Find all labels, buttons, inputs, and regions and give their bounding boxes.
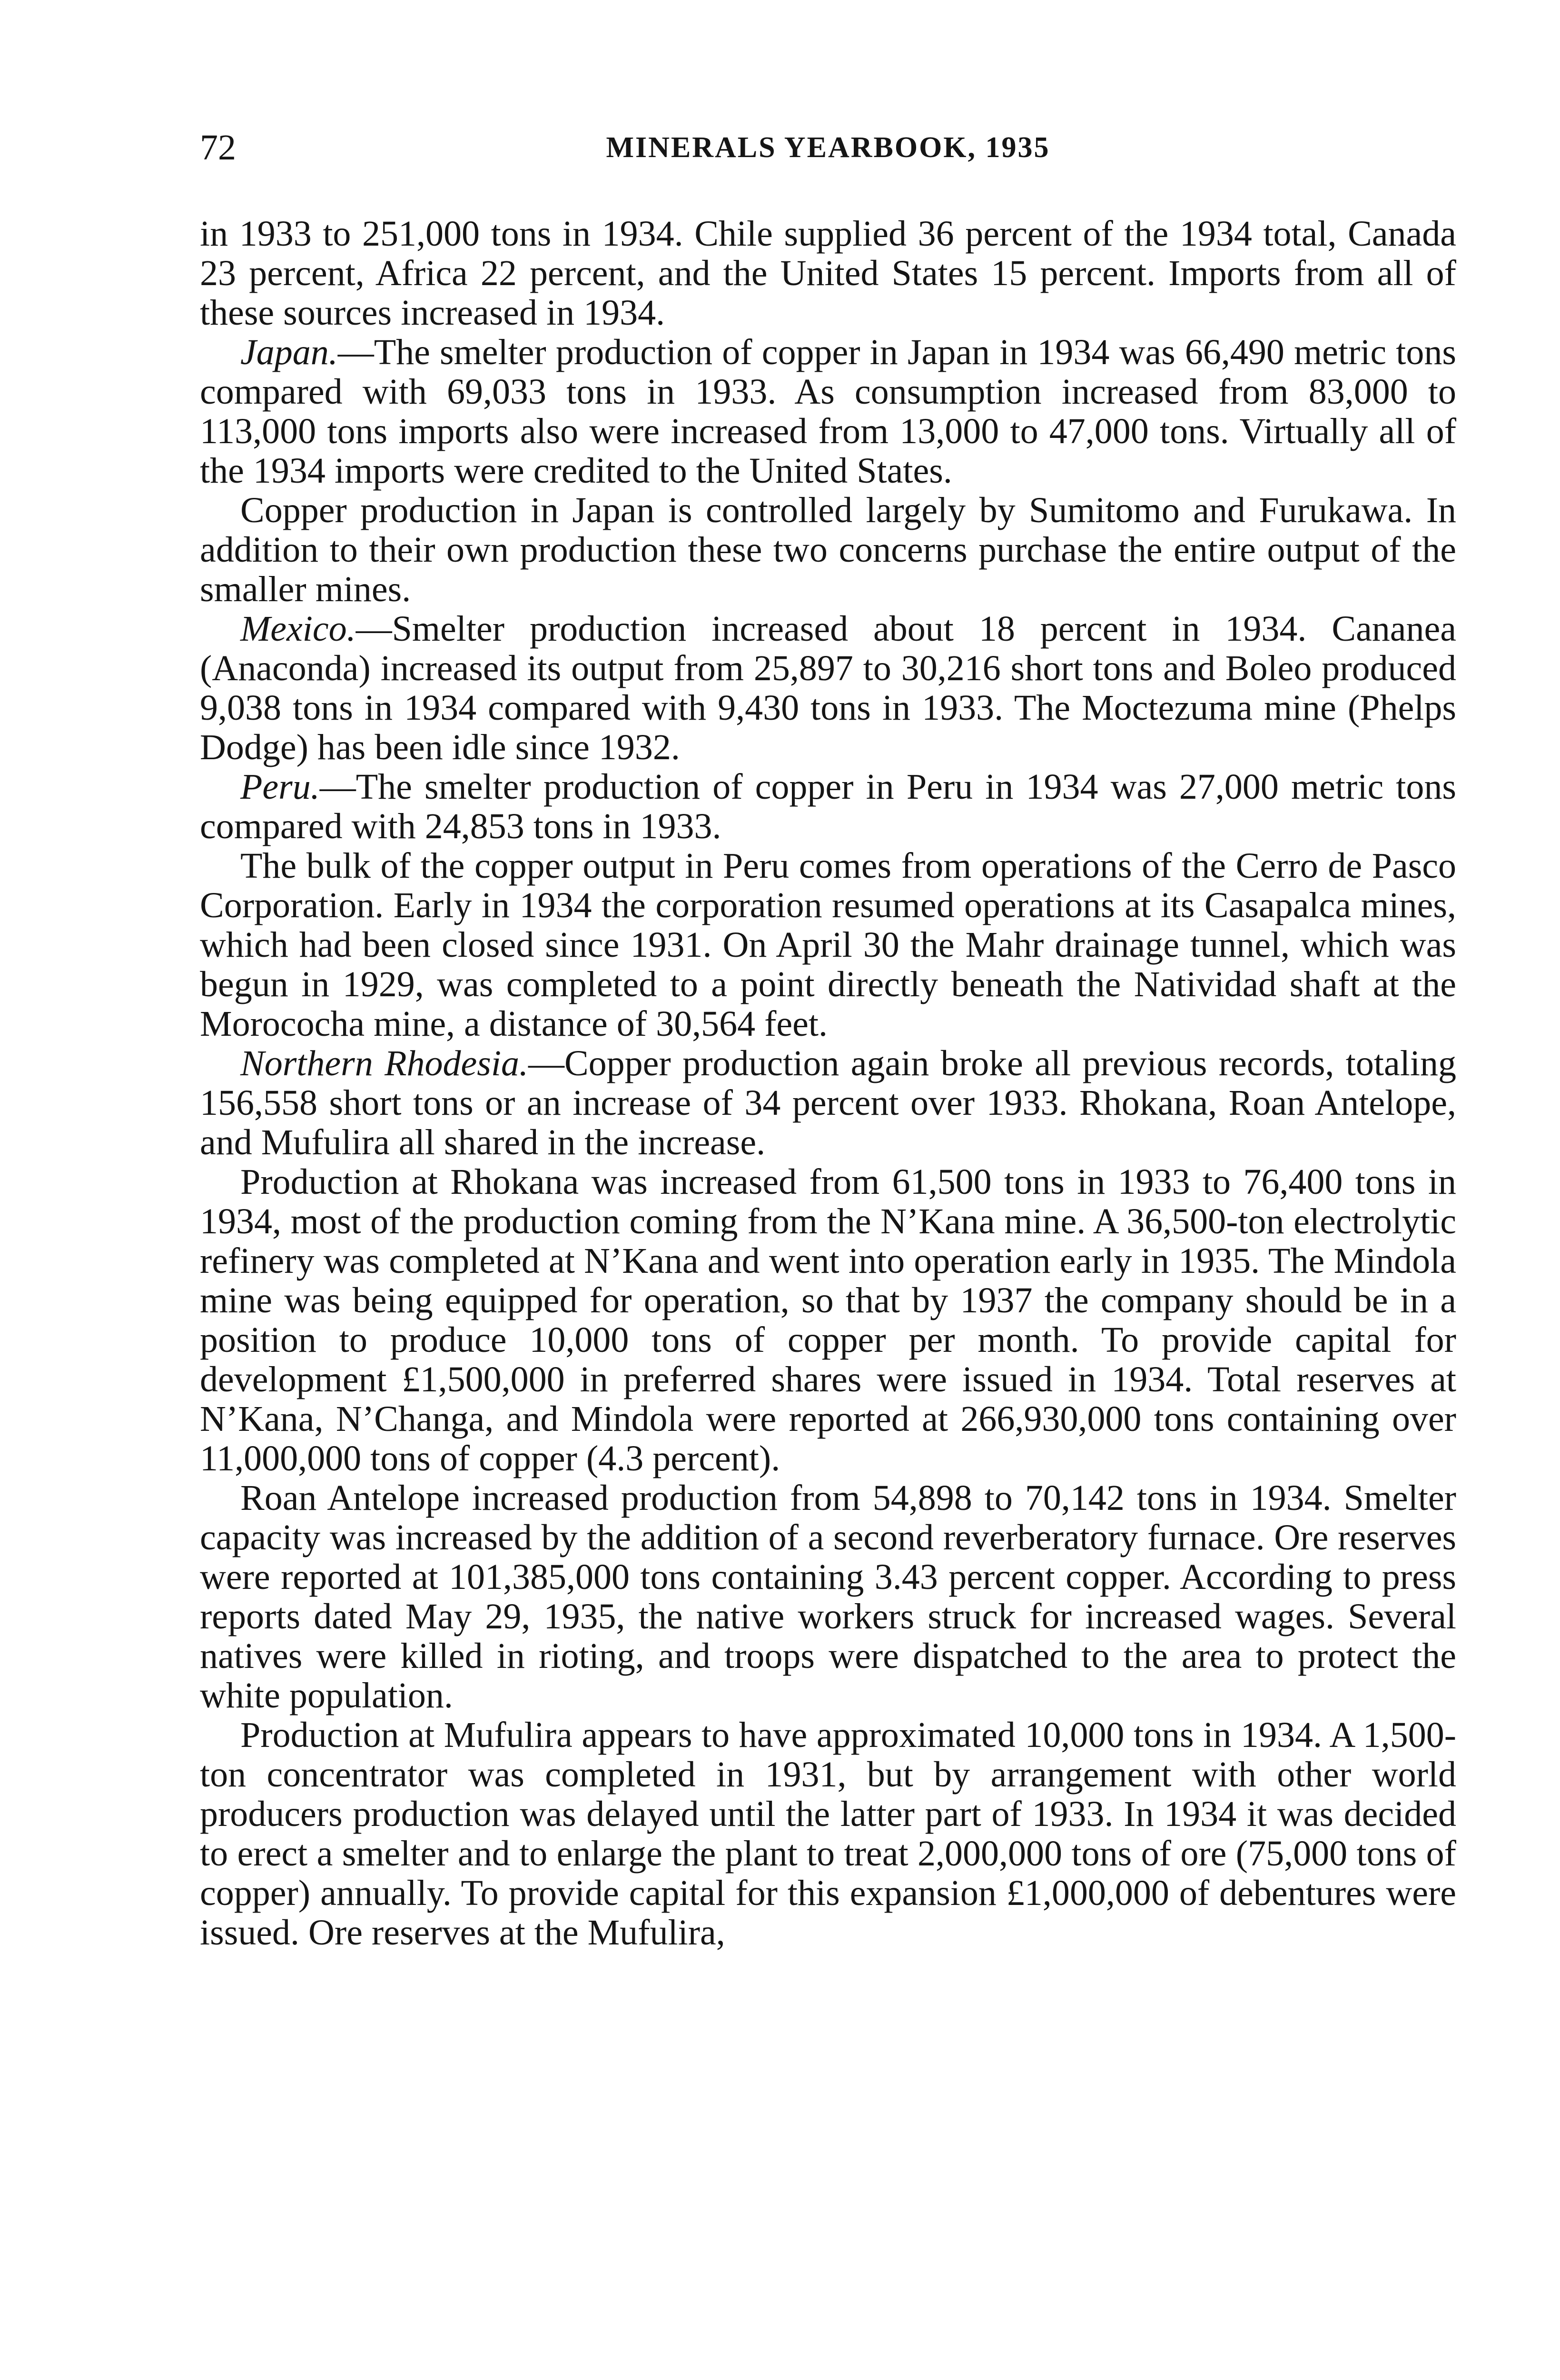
paragraph-text: in 1933 to 251,000 tons in 1934. Chile supplied 36 percent of the 1934 total, Canada 23 percent, Africa 22 percent, and the United States 15 percent. Imports from all of these sources increased in 1934.	[200, 214, 1456, 333]
document-page	[200, 121, 1456, 1953]
section-heading-japan: Japan.	[240, 332, 338, 372]
paragraph-text: Roan Antelope increased production from 54,898 to 70,142 tons in 1934. Smelter capacity was increased by the addition of a second reverberatory furnace. Ore reserves were reported at 101,385,000 tons containing 3.43 percent copper. According to press reports dated May 29, 1935, the native workers struck for increased wages. Several natives were killed in rioting, and troops were dispatched to the area to protect the white population.	[200, 1478, 1456, 1716]
paragraph-text: The bulk of the copper output in Peru comes from operations of the Cerro de Pasco Corporation. Early in 1934 the corporation resumed operations at its Casapalca mines, which had been closed since 1931. On April 30 the Mahr drainage tunnel, which was begun in 1929, was completed to a point directly beneath the Natividad shaft at the Morococha mine, a distance of 30,564 feet.	[200, 846, 1456, 1044]
paragraph-northern-rhodesia	[200, 1044, 1456, 1162]
paragraph-peru-cerro	[200, 846, 1456, 1044]
paragraph-japan-producers	[200, 491, 1456, 609]
paragraph-text: Production at Rhokana was increased from 61,500 tons in 1933 to 76,400 tons in 1934, most of the production coming from the N’Kana mine. A 36,500-ton electrolytic refinery was completed at N’Kana and went into operation early in 1935. The Mindola mine was being equipped for operation, so that by 1937 the company should be in a position to produce 10,000 tons of copper per month. To provide capital for development £1,500,000 in preferred shares were issued in 1934. Total reserves at N’Kana, N’Changa, and Mindola were reported at 266,930,000 tons containing over 11,000,000 tons of copper (4.3 percent).	[200, 1162, 1456, 1478]
paragraph-text: Production at Mufulira appears to have approximated 10,000 tons in 1934. A 1,500-ton concentrator was completed in 1931, but by arrangement with other world producers production was delayed until the latter part of 1933. In 1934 it was decided to erect a smelter and to enlarge the plant to treat 2,000,000 tons of ore (75,000 tons of copper) annually. To provide capital for this expansion £1,000,000 of debentures were issued. Ore reserves at the Mufulira,	[200, 1715, 1456, 1953]
paragraph-continuation	[200, 214, 1456, 333]
section-heading-peru: Peru.	[240, 767, 320, 807]
body-text	[200, 214, 1456, 1953]
paragraph-roan-antelope	[200, 1478, 1456, 1716]
paragraph-text: —Smelter production increased about 18 percent in 1934. Cananea (Anaconda) increased its output from 25,897 to 30,216 short tons and Boleo produced 9,038 tons in 1934 compared with 9,430 tons in 1933. The Moctezuma mine (Phelps Dodge) has been idle since 1932.	[200, 609, 1456, 767]
paragraph-text: —The smelter production of copper in Peru in 1934 was 27,000 metric tons compared with 24,853 tons in 1933.	[200, 767, 1456, 846]
paragraph-rhokana	[200, 1162, 1456, 1478]
paragraph-mexico	[200, 609, 1456, 767]
paragraph-japan	[200, 333, 1456, 491]
paragraph-text: —The smelter production of copper in Japan in 1934 was 66,490 metric tons compared with 69,033 tons in 1933. As consumption increased from 83,000 to 113,000 tons imports also were increased from 13,000 to 47,000 tons. Virtually all of the 1934 imports were credited to the United States.	[200, 332, 1456, 491]
paragraph-text: —Copper production again broke all previous records, totaling 156,558 short tons or an increase of 34 percent over 1933. Rhokana, Roan Antelope, and Mufulira all shared in the increase.	[200, 1043, 1456, 1162]
running-title: MINERALS YEARBOOK, 1935	[606, 131, 1050, 164]
page-number: 72	[200, 128, 236, 168]
section-heading-northern-rhodesia: Northern Rhodesia.	[240, 1043, 528, 1083]
paragraph-peru	[200, 767, 1456, 846]
paragraph-mufulira	[200, 1716, 1456, 1953]
paragraph-text: Copper production in Japan is controlled largely by Sumitomo and Furukawa. In addition to their own production these two concerns purchase the entire output of the smaller mines.	[200, 490, 1456, 609]
section-heading-mexico: Mexico.	[240, 609, 356, 649]
running-head	[200, 121, 1456, 174]
